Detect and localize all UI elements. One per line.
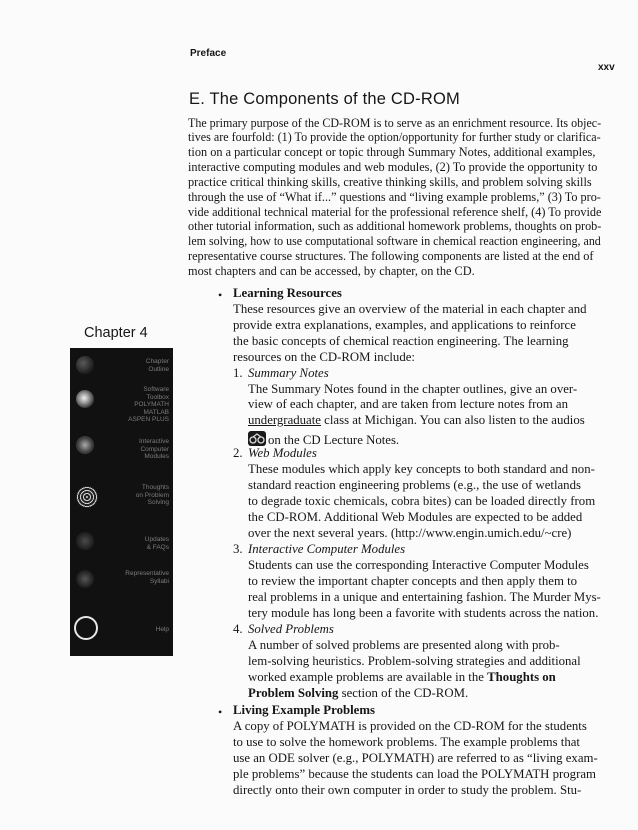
item-title: Solved Problems (248, 622, 334, 636)
item-line (248, 670, 556, 685)
syllabi-icon[interactable] (76, 570, 94, 588)
intro-line: tion on a particular concept or topic through Summary Notes, additional examples, (188, 145, 596, 159)
menu-item-help[interactable]: Help (155, 626, 169, 633)
learning-line: resources on the CD-ROM include: (233, 350, 415, 364)
item-line: to degrade toxic chemicals, cobra bites) can be loaded directly from (248, 494, 596, 508)
living-line: directly onto their own computer in order to study the problem. Stu- (233, 783, 582, 797)
item-title: Summary Notes (248, 366, 329, 380)
item-line-rest: section of the CD-ROM. (338, 686, 469, 700)
list-number: 3. (233, 542, 243, 556)
section-heading: E. The Components of the CD-ROM (189, 90, 460, 108)
living-line: ple problems” because the students can load the POLYMATH program (233, 767, 596, 781)
intro-line: lem solving, how to use computational software in chemical reaction engineering, and (188, 234, 601, 248)
menu-item-chapter-outline[interactable]: Chapter Outline (145, 358, 169, 373)
menu-item-thoughts[interactable]: Thoughts on Problem Solving (135, 484, 169, 506)
updates-icon[interactable] (76, 532, 94, 550)
intro-line: representative course structures. The following components are listed at the end of (188, 249, 594, 263)
bold-link-text: Problem Solving (248, 686, 339, 700)
item-line-rest: on the CD Lecture Notes. (268, 433, 400, 447)
item-line: standard reaction engineering problems (e.g., the use of wetlands (248, 478, 581, 492)
item-line (248, 413, 585, 428)
list-number: 2. (233, 446, 243, 460)
living-line: use an ODE solver (e.g., POLYMATH) are referred to as “living exam- (233, 751, 598, 765)
learning-line: provide extra explanations, examples, and applications to reinforce (233, 318, 576, 332)
page-number: xxv (598, 62, 615, 73)
item-line (248, 686, 468, 701)
item-line: The Summary Notes found in the chapter outlines, give an over- (248, 382, 578, 396)
chapter-label: Chapter 4 (84, 325, 148, 341)
intro-line: other tutorial information, such as additional homework problems, thoughts on prob- (188, 219, 602, 233)
learning-heading: Learning Resources (233, 286, 342, 300)
item-line-text: worked example problems are available in the (248, 670, 484, 684)
software-toolbox-icon[interactable] (76, 390, 94, 408)
help-icon[interactable] (74, 616, 98, 640)
menu-item-interactive-modules[interactable]: Interactive Computer Modules (139, 438, 169, 460)
thoughts-icon[interactable] (76, 486, 98, 508)
intro-line: practice critical thinking skills, creative thinking skills, and problem solving skills (188, 175, 592, 189)
intro-line: vide additional technical material for the professional reference shelf, (4) To provide (188, 205, 602, 219)
item-line: A number of solved problems are presented along with prob- (248, 638, 560, 652)
interactive-modules-icon[interactable] (76, 436, 94, 454)
living-line: to use to solve the homework problems. The example problems that (233, 735, 580, 749)
menu-item-syllabi[interactable]: Representative Syllabi (125, 570, 169, 585)
bullet-living: • (218, 705, 223, 719)
item-title: Web Modules (248, 446, 317, 460)
audio-icon[interactable] (248, 431, 266, 446)
item-line: view of each chapter, and are taken from lecture notes from an (248, 397, 568, 411)
item-line: lem-solving heuristics. Problem-solving strategies and additional (248, 654, 581, 668)
item-line: tery module has long been a favorite with students across the nation. (248, 606, 599, 620)
intro-line: most chapters and can be accessed, by chapter, on the CD. (188, 264, 475, 278)
item-line: the CD-ROM. Additional Web Modules are expected to be added (248, 510, 583, 524)
item-line: These modules which apply key concepts to both standard and non- (248, 462, 595, 476)
underlined-word: undergraduate (248, 413, 321, 427)
item-line: to review the important chapter concepts and then apply them to (248, 574, 578, 588)
intro-line: interactive computing modules and web modules, (2) To provide the opportunity to (188, 160, 598, 174)
intro-line: through the use of “What if...” questions and “living example problems,” (3) To pro- (188, 190, 601, 204)
list-number: 1. (233, 366, 243, 380)
cd-menu-panel (70, 348, 173, 656)
item-line: over the next several years. (http://www.engin.umich.edu/~cre) (248, 526, 572, 540)
menu-item-updates[interactable]: Updates & FAQs (144, 536, 169, 551)
living-heading: Living Example Problems (233, 703, 375, 717)
menu-item-software-toolbox[interactable]: Software Toolbox POLYMATH MATLAB ASPEN PLUS (128, 386, 169, 423)
intro-line: tives are fourfold: (1) To provide the option/opportunity for further study or clarifica- (188, 130, 601, 144)
running-head: Preface (190, 48, 227, 59)
bold-link-text: Thoughts on (487, 670, 556, 684)
item-line: real problems in a unique and entertaining fashion. The Murder Mys- (248, 590, 601, 604)
learning-line: These resources give an overview of the material in each chapter and (233, 302, 587, 316)
intro-line: The primary purpose of the CD-ROM is to serve as an enrichment resource. Its objec- (188, 116, 602, 130)
item-title: Interactive Computer Modules (248, 542, 406, 556)
living-line: A copy of POLYMATH is provided on the CD-ROM for the students (233, 719, 587, 733)
list-number: 4. (233, 622, 243, 636)
chapter-outline-icon[interactable] (76, 356, 94, 374)
item-line-rest: class at Michigan. You can also listen to the audios (320, 413, 585, 427)
bullet-learning: • (218, 288, 223, 302)
learning-line: the basic concepts of chemical reaction engineering. The learning (233, 334, 569, 348)
item-line: Students can use the corresponding Interactive Computer Modules (248, 558, 589, 572)
